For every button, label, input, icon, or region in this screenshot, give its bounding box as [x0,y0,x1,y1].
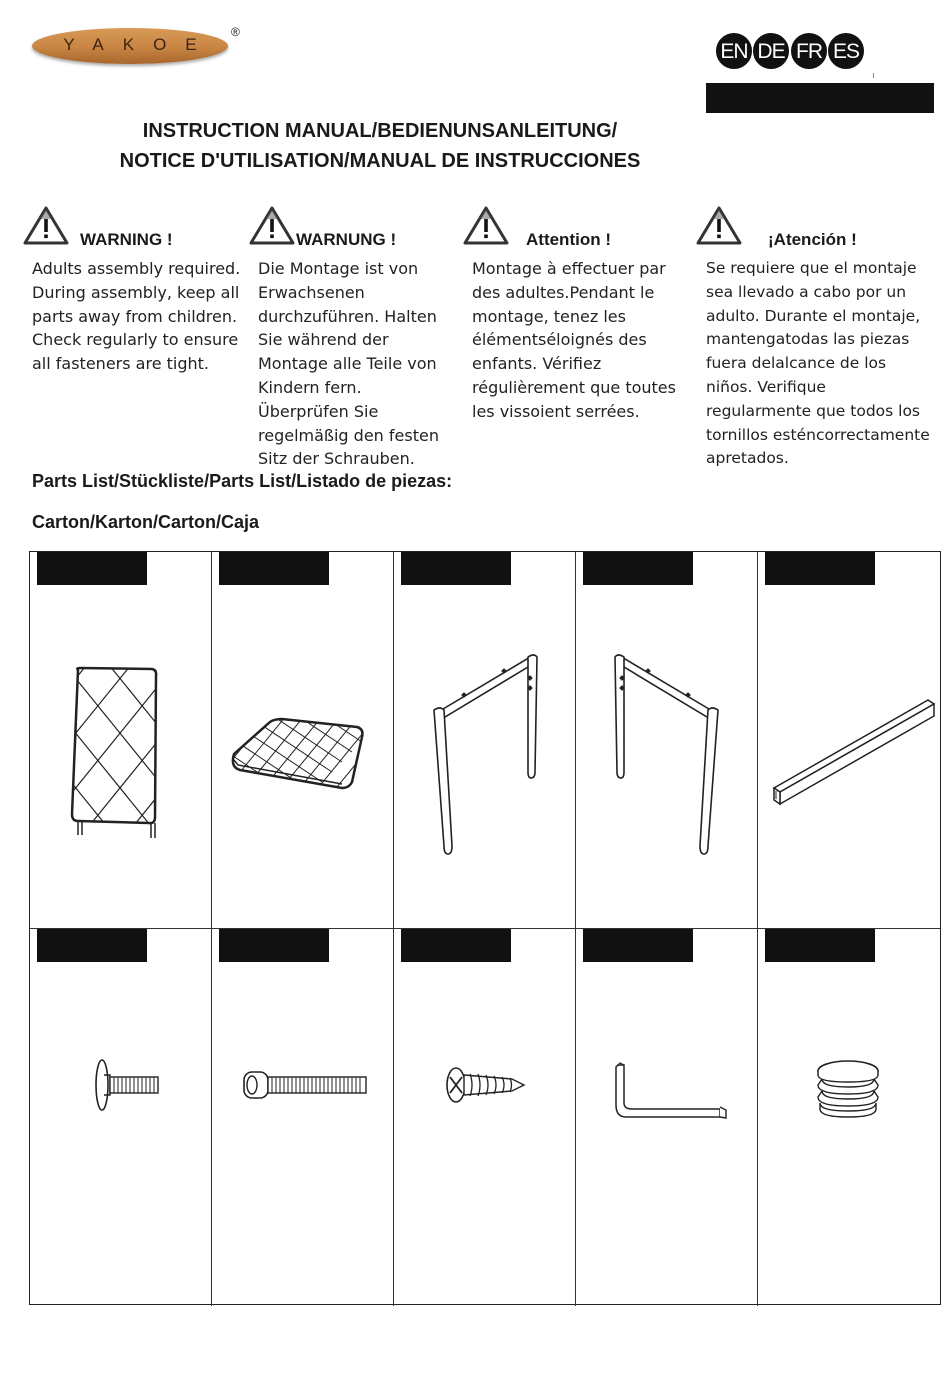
warning-triangle-icon [463,205,509,245]
part-label-bar [401,552,511,585]
warning-line: Sitz der Schrauben. [258,449,415,469]
warning-text [32,257,252,376]
part-label-bar [219,929,329,962]
part-label-bar [583,929,693,962]
warning-line: Sie während der [258,330,389,350]
warning-line: des adultes.Pendant le [472,282,655,302]
part-label-bar [219,552,329,585]
registered-mark: ® [231,25,240,39]
warning-line: apretados. [706,449,789,468]
warning-line: Kindern fern. [258,377,362,397]
part-cell [212,929,394,1306]
warning-line: régulièrement que toutes [472,377,676,397]
warning-heading: ¡Atención ! [768,230,857,249]
part-cell [30,929,212,1306]
leg-cap-icon [758,969,940,1299]
brand-name: YAKOE [63,35,216,54]
page-title [0,116,760,176]
warning-line: Se requiere que el montaje [706,259,917,277]
left-leg-frame-icon [394,592,576,922]
warning-line: Überprüfen Sie [258,401,379,421]
short-bolt-icon [30,969,212,1299]
part-cell [30,552,212,929]
right-leg-frame-icon [576,592,758,922]
title-line-1: INSTRUCTION MANUAL/BEDIENUNSANLEITUNG/ [142,120,618,142]
warning-line: regelmäßig den festen [258,425,439,445]
warning-heading: WARNUNG ! [296,230,397,249]
warning-triangle-icon [696,205,742,245]
lang-badge-fr: FR [790,32,828,70]
part-label-bar [37,929,147,962]
part-cell [758,929,940,1306]
warning-triangle-icon [23,205,69,245]
warning-text [472,257,697,424]
part-label-bar [765,552,875,585]
crossbar-icon [758,592,940,922]
lang-badge-es: ES [827,32,865,70]
warning-line: niños. Verifique [706,377,826,396]
language-badges [715,32,870,70]
warning-line: enfants. Vérifiez [472,354,602,374]
warning-line: durchzuführen. Halten [258,306,437,326]
warning-line: all fasteners are tight. [32,354,209,374]
part-label-bar [583,552,693,585]
lang-badge-en: EN [715,32,753,70]
parts-grid [29,551,941,1305]
part-label-bar [401,929,511,962]
chair-backrest-icon [30,592,212,922]
lang-badge-de: DE [752,32,790,70]
warning-line: Erwachsenen [258,282,365,302]
part-cell [212,552,394,929]
warning-text [258,257,458,471]
warning-line: élémentséloignés des [472,330,647,350]
part-cell [394,552,576,929]
wood-screw-icon [394,969,576,1299]
warning-heading: Attention ! [526,230,611,249]
warning-heading: WARNING ! [80,230,173,249]
allen-key-icon [576,969,758,1299]
part-label-bar [37,552,147,585]
warning-line: montage, tenez les [472,306,626,326]
warning-text [706,257,950,471]
part-cell [576,929,758,1306]
brand-logo [32,26,228,64]
long-bolt-icon [212,969,394,1299]
title-line-2: NOTICE D'UTILISATION/MANUAL DE INSTRUCCIONES [119,150,641,172]
warning-line: Montage à effectuer par [472,259,666,278]
warning-line: fuera delalcance de los [706,354,887,373]
warning-line: les vissoient serrées. [472,401,640,421]
warning-line: parts away from children. [32,306,238,326]
warning-line: During assembly, keep all [32,282,240,302]
part-cell [394,929,576,1306]
warning-line: regularmente que todos los [706,401,921,420]
part-label-bar [765,929,875,962]
warning-line: mantengatodas las piezas [706,330,910,349]
warning-line: tornillos esténcorrectamente [706,425,930,444]
parts-list-heading: Parts List/Stückliste/Parts List/Listado de piezas: [32,471,453,491]
part-cell [576,552,758,929]
model-number-bar [706,83,934,113]
warning-line: sea llevado a cabo por un [706,282,907,301]
warning-line: adulto. Durante el montaje, [706,306,921,325]
warning-line: Adults assembly required. [32,259,241,278]
chair-seat-icon [212,592,394,922]
warning-line: Die Montage ist von [258,259,419,278]
part-cell [758,552,940,929]
warning-triangle-icon [249,205,295,245]
warning-line: Check regularly to ensure [32,330,239,350]
carton-heading: Carton/Karton/Carton/Caja [32,512,260,532]
tick-mark [873,73,874,78]
warning-line: Montage alle Teile von [258,354,437,374]
